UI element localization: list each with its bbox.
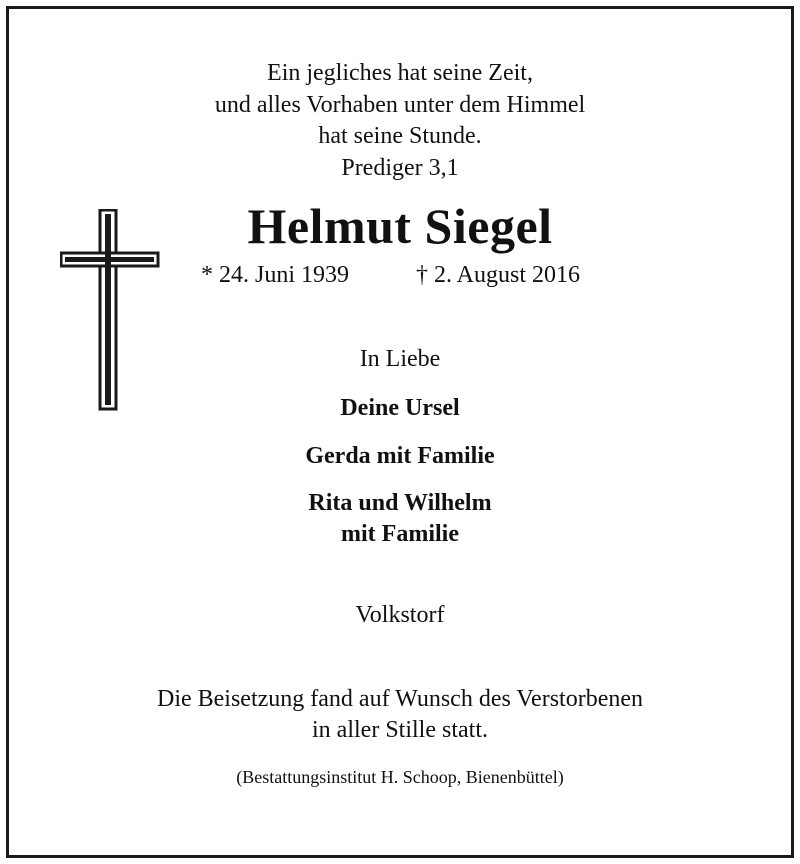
death-date: † 2. August 2016: [416, 262, 581, 288]
mourner-name: Deine Ursel: [340, 395, 460, 421]
notice-line-1: Die Beisetzung fand auf Wunsch des Verstorbenen: [156, 686, 643, 712]
undertaker: (Bestattungsinstitut H. Schoop, Bienenbüttel): [236, 767, 564, 787]
mourners-intro: In Liebe: [359, 346, 441, 372]
verse-reference: Prediger 3,1: [341, 155, 459, 181]
deceased-name: Helmut Siegel: [247, 198, 553, 254]
notice-line-2: in aller Stille statt.: [312, 717, 488, 743]
verse-line-3: hat seine Stunde.: [318, 123, 482, 149]
mourner-name: Rita und Wilhelm: [308, 490, 492, 516]
birth-date: * 24. Juni 1939: [201, 262, 350, 288]
mourner-name: mit Familie: [341, 521, 459, 547]
verse-line-1: Ein jegliches hat seine Zeit,: [267, 60, 533, 86]
verse-line-2: und alles Vorhaben unter dem Himmel: [214, 92, 586, 118]
mourner-name: Gerda mit Familie: [305, 443, 495, 469]
place: Volkstorf: [355, 602, 445, 628]
